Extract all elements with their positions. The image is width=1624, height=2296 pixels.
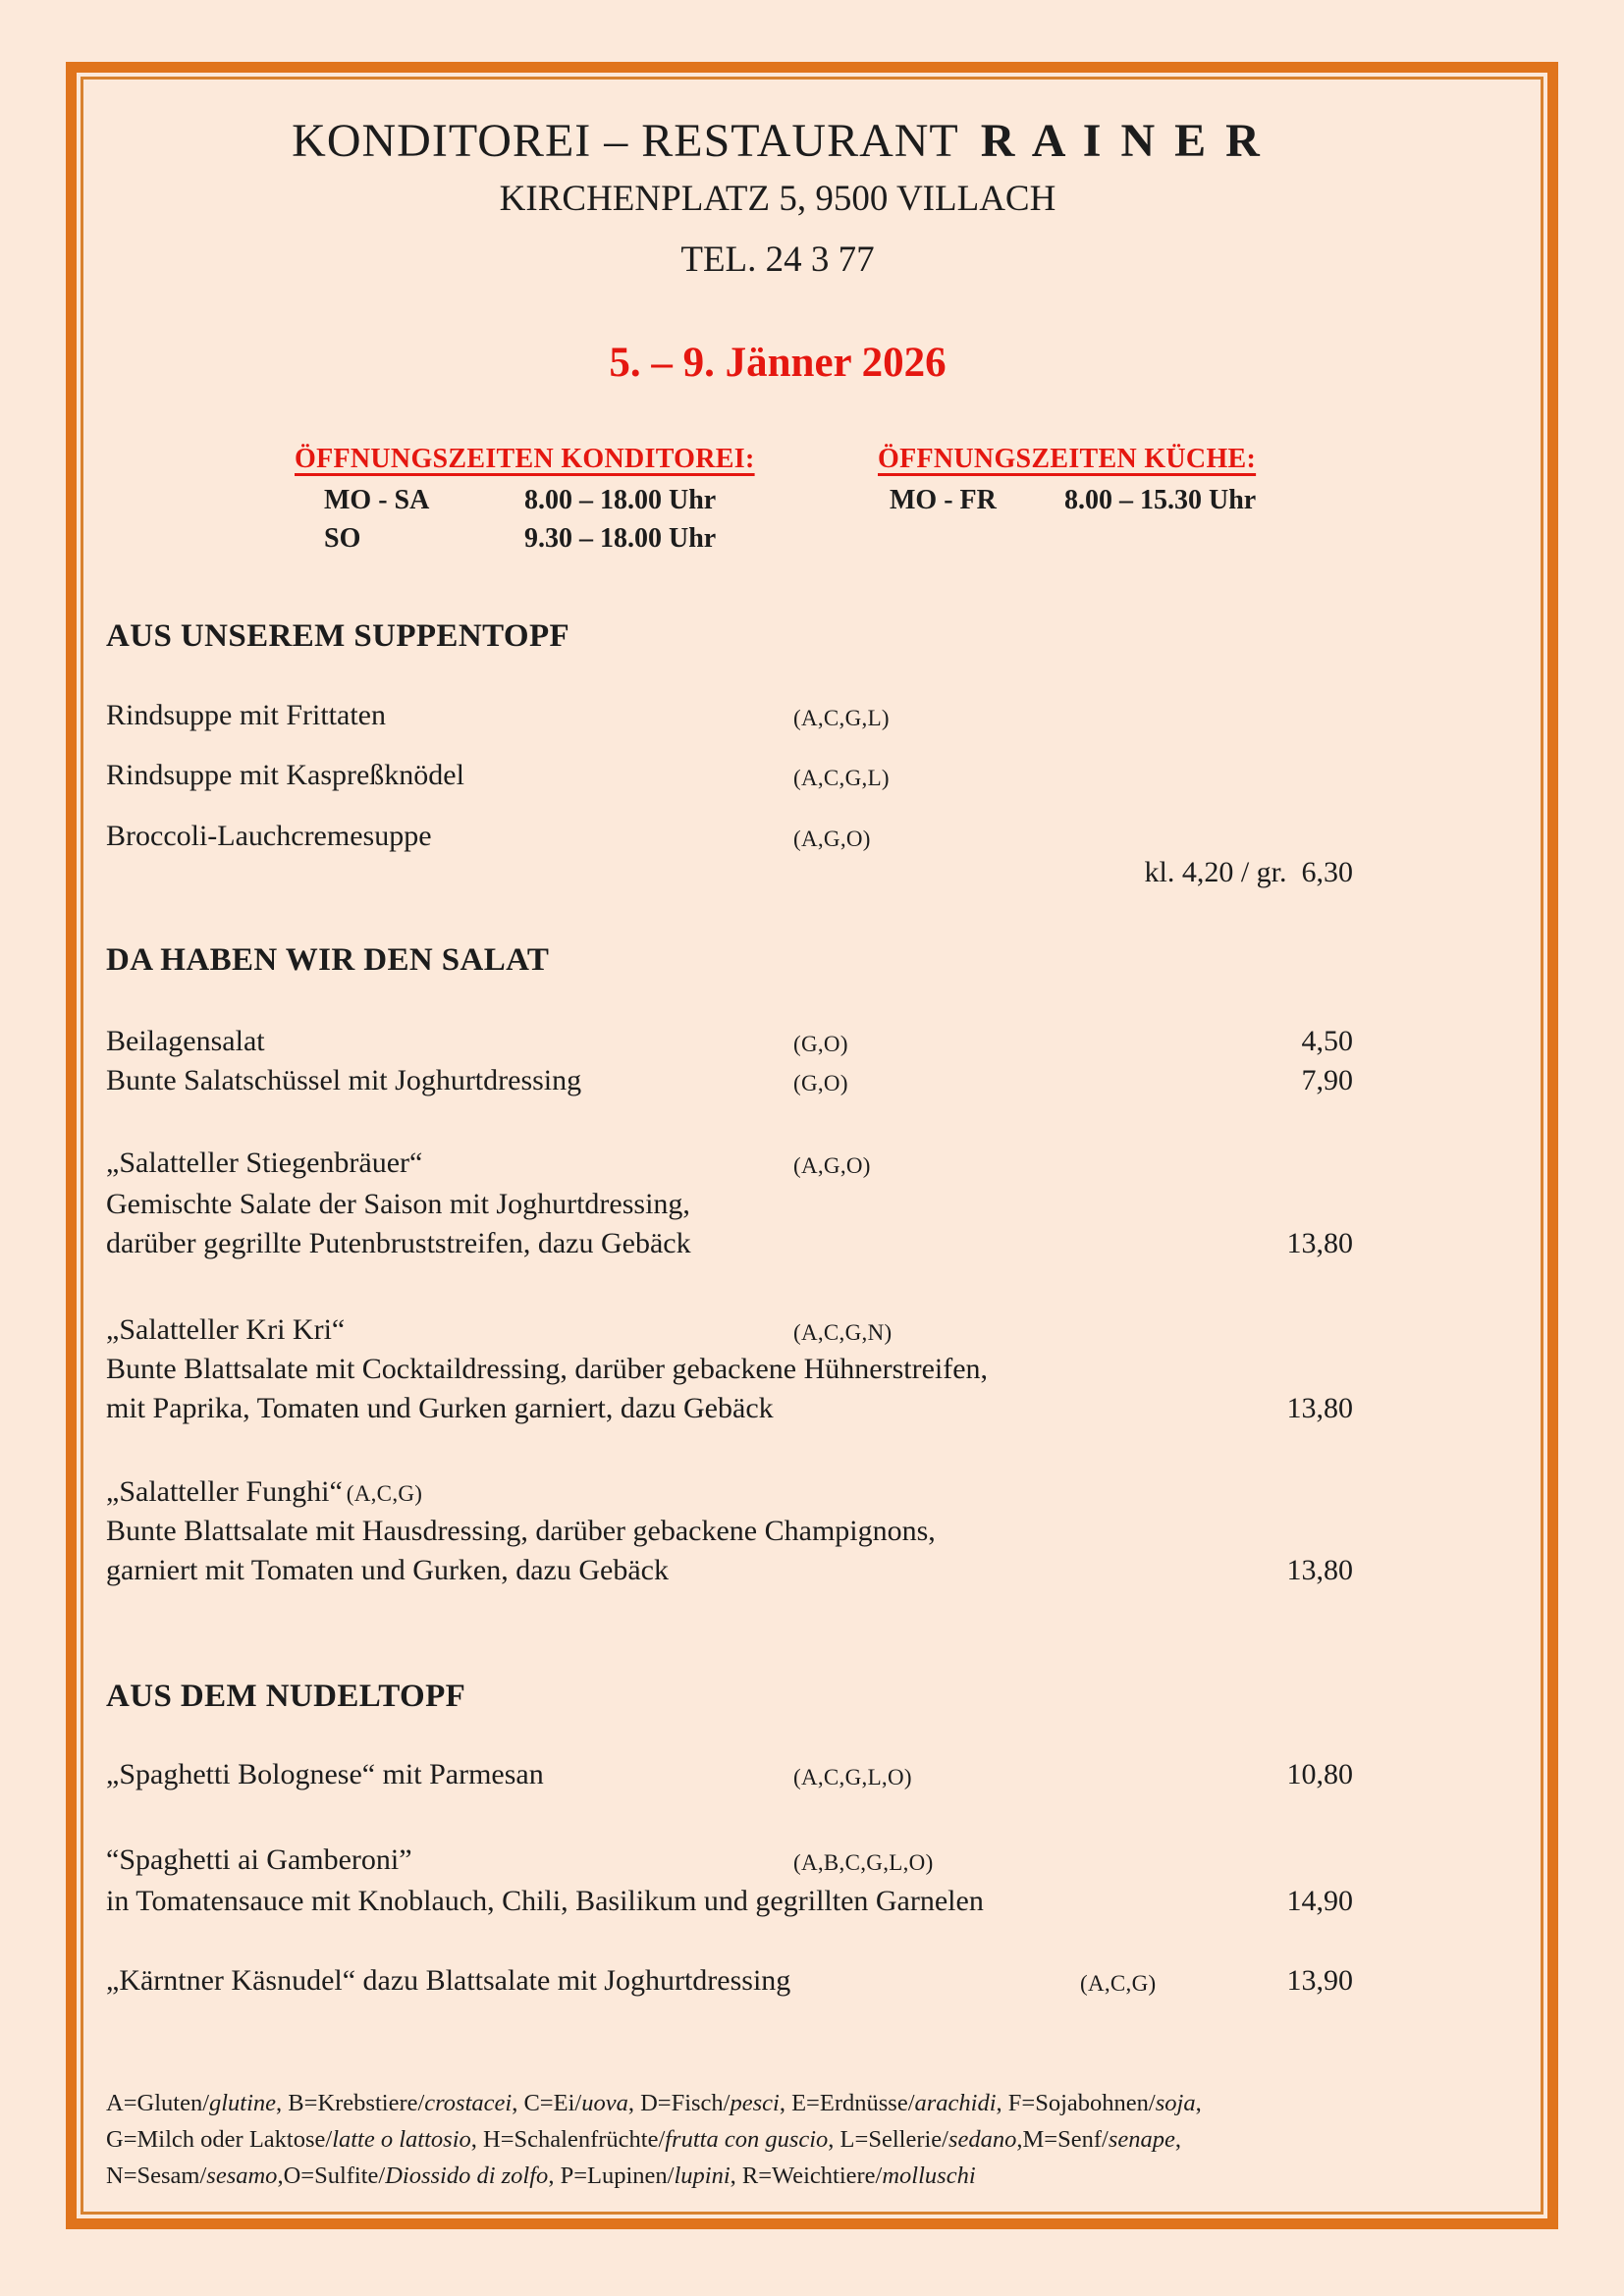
allergen-legend [106,2085,1412,2194]
restaurant-address: KIRCHENPLATZ 5, 9500 VILLACH [499,179,1056,219]
item-price: 13,80 [1286,1392,1353,1424]
soup-price-note: kl. 4,20 / gr. 6,30 [1144,856,1353,888]
menu-item [106,1843,1353,1877]
section-heading-salat: DA HABEN WIR DEN SALAT [106,942,550,978]
hours-days: MO - FR [890,485,997,515]
item-name: „Salatteller Funghi“ [106,1475,343,1508]
item-description-line: Bunte Blattsalate mit Hausdressing, darüber gebackene Champignons, [106,1515,936,1547]
legend-italian-term: latte o lattosio [332,2126,471,2153]
item-name: Rindsuppe mit Frittaten [106,699,386,731]
legend-italian-term: uova [581,2090,628,2116]
hours-time: 8.00 – 15.30 Uhr [1064,485,1257,515]
item-description [106,1227,1353,1260]
item-description-line: darüber gegrillte Putenbruststreifen, dazu Gebäck [106,1227,691,1259]
item-description-line: in Tomatensauce mit Knoblauch, Chili, Basilikum und gegrillten Garnelen [106,1885,984,1917]
legend-line: A=Gluten/glutine, B=Krebstiere/crostacei, C=Ei/uova, D=Fisch/pesci, E=Erdnüsse/arachidi, F=Sojabohnen/soja, [106,2090,1202,2116]
title-brand: R A I N E R [980,115,1264,167]
item-name: Broccoli-Lauchcremesuppe [106,820,432,852]
item-description [106,1885,1353,1918]
item-description [106,1554,1353,1587]
item-allergens: (A,C,G) [1080,1971,1157,1996]
item-allergens: (A,C,G,L) [793,766,890,790]
menu-item [106,1964,1353,1998]
item-description [106,1353,1353,1386]
legend-italian-term: molluschi [882,2163,976,2189]
item-price: 13,80 [1286,1554,1353,1586]
item-price: 13,90 [1286,1964,1353,1997]
item-allergens: (A,B,C,G,L,O) [793,1850,934,1875]
item-name: Rindsuppe mit Kaspreßknödel [106,759,464,791]
item-description-line: garniert mit Tomaten und Gurken, dazu Gebäck [106,1554,669,1586]
menu-content [106,0,1353,2296]
menu-item [106,820,1353,853]
item-allergens: (G,O) [793,1032,848,1056]
menu-item [106,1025,1353,1058]
hours-days: MO - SA [324,485,430,515]
item-name: „Spaghetti Bolognese“ mit Parmesan [106,1758,544,1790]
item-allergens: (G,O) [793,1071,848,1095]
item-description-line: Gemischte Salate der Saison mit Joghurtdressing, [106,1188,690,1220]
legend-italian-term: frutta con guscio [665,2126,829,2153]
item-allergens: (A,C,G) [346,1481,423,1506]
section-heading-nudeltopf: AUS DEM NUDELTOPF [106,1679,466,1714]
item-description [106,1515,1353,1548]
legend-italian-term: crostacei [424,2090,513,2116]
item-price: 7,90 [1301,1064,1353,1096]
item-name: Beilagensalat [106,1025,265,1057]
item-price: 4,50 [1301,1025,1353,1057]
legend-italian-term: lupini [674,2163,731,2189]
title-main: KONDITOREI – RESTAURANT [292,115,959,167]
hours-kueche-heading: ÖFFNUNGSZEITEN KÜCHE: [878,444,1257,474]
item-description-line: mit Paprika, Tomaten und Gurken garniert, dazu Gebäck [106,1392,774,1424]
item-name: Bunte Salatschüssel mit Joghurtdressing [106,1064,582,1096]
legend-italian-term: glutine [209,2090,277,2116]
menu-item [106,1147,1353,1180]
menu-item [106,699,1353,732]
item-name: „Salatteller Stiegenbräuer“ [106,1147,423,1179]
menu-item [106,1064,1353,1097]
item-price: 13,80 [1286,1227,1353,1259]
item-description [106,1392,1353,1425]
hours-konditorei-heading: ÖFFNUNGSZEITEN KONDITOREI: [295,444,755,474]
legend-italian-term: sesamo [206,2163,278,2189]
legend-italian-term: soja [1155,2090,1196,2116]
legend-italian-term: sedano [947,2126,1017,2153]
section-heading-suppentopf: AUS UNSEREM SUPPENTOPF [106,618,570,654]
legend-italian-term: Diossido di zolfo [385,2163,549,2189]
restaurant-phone: TEL. 24 3 77 [680,240,875,280]
item-price: 14,90 [1286,1885,1353,1917]
legend-line: N=Sesam/sesamo,O=Sulfite/Diossido di zolfo, P=Lupinen/lupini, R=Weichtiere/molluschi [106,2163,976,2189]
item-allergens: (A,C,G,L) [793,706,890,730]
item-allergens: (A,G,O) [793,1153,871,1178]
hours-time: 8.00 – 18.00 Uhr [524,485,717,515]
item-allergens: (A,C,G,L,O) [793,1765,912,1789]
legend-italian-term: arachidi [914,2090,997,2116]
hours-time: 9.30 – 18.00 Uhr [524,523,717,554]
menu-item [106,759,1353,792]
legend-italian-term: pesci [730,2090,780,2116]
hours-days: SO [324,523,361,554]
validity-date-range: 5. – 9. Jänner 2026 [609,340,947,386]
item-name: „Kärntner Käsnudel“ dazu Blattsalate mit Joghurtdressing [106,1964,791,1997]
legend-italian-term: senape [1108,2126,1175,2153]
item-price: 10,80 [1286,1758,1353,1790]
item-allergens: (A,C,G,N) [793,1320,893,1345]
item-description-line: Bunte Blattsalate mit Cocktaildressing, darüber gebackene Hühnerstreifen, [106,1353,989,1385]
item-name: „Salatteller Kri Kri“ [106,1313,346,1346]
menu-item [106,1313,1353,1347]
legend-line: G=Milch oder Laktose/latte o lattosio, H=Schalenfrüchte/frutta con guscio, L=Sellerie/sedano,M=Senf/senape, [106,2126,1182,2153]
menu-item [106,1758,1353,1791]
item-allergens: (A,G,O) [793,827,871,851]
menu-item [106,1475,1353,1509]
item-description [106,1188,1353,1221]
item-name: “Spaghetti ai Gamberoni” [106,1843,412,1876]
